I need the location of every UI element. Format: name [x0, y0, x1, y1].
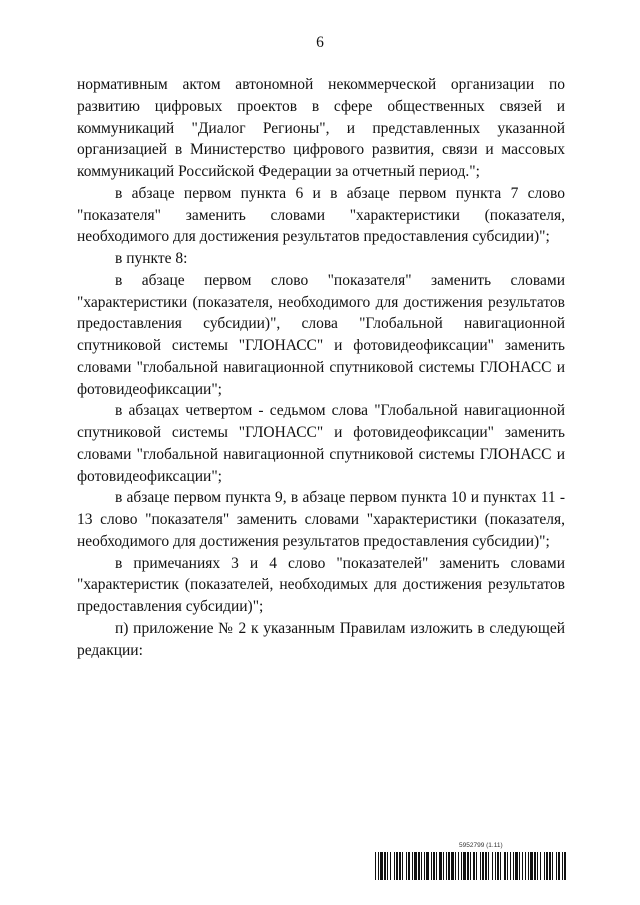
barcode-bar	[402, 852, 403, 880]
barcode-bar	[513, 852, 514, 880]
barcode-bar	[480, 852, 481, 880]
barcode-bar	[378, 852, 379, 880]
paragraph: п) приложение № 2 к указанным Правилам изложить в следующей редакции:	[77, 619, 565, 659]
barcode-bar	[461, 852, 462, 880]
barcode-bar	[436, 852, 437, 880]
paragraph: в пункте 8:	[115, 250, 188, 267]
barcode-bar	[497, 852, 499, 880]
barcode-bar	[439, 852, 442, 880]
barcode-bar	[540, 852, 541, 880]
barcode-image	[375, 852, 566, 880]
barcode-caption: 5952799 (1.11)	[459, 842, 503, 849]
barcode-bar	[380, 852, 383, 880]
barcode-bar	[418, 852, 420, 880]
barcode-bar	[451, 852, 454, 880]
paragraph: в абзацах четвертом - седьмом слова "Глобальной навигационной спутниковой системы "ГЛОНАСС" и фотовидеофиксации" заменить словами "глобальной навигационной спутниковой системы ГЛОНАСС и фотовидеофиксации";	[77, 402, 565, 485]
paragraph: в абзаце первом слово "показателя" заменить словами "характеристики (показателя, необходимого для достижения результатов предоставления субсидии)", слова "Глобальной навигационной спутниковой системы "ГЛОНАСС" и фотовидеофиксации" заменить словами "глобальной навигационной спутниковой системы ГЛОНАСС и фотовидеофиксации";	[77, 271, 565, 398]
page-number: 6	[316, 34, 324, 51]
barcode-bar	[534, 852, 536, 880]
paragraph: в примечаниях 3 и 4 слово "показателей" заменить словами "характеристик (показателей, необходимых для достижения результатов предоставления субсидии)";	[77, 554, 565, 615]
document-body	[77, 74, 565, 661]
barcode-bar	[485, 852, 487, 880]
barcode-bar	[515, 852, 518, 880]
barcode-bar	[482, 852, 484, 880]
barcode-bar	[552, 852, 553, 880]
barcode-bar	[443, 852, 444, 880]
barcode-bar	[446, 852, 447, 880]
barcode-bar	[564, 852, 566, 880]
barcode-bar	[467, 852, 469, 880]
barcode-bar	[510, 852, 511, 880]
barcode-bar	[384, 852, 386, 880]
barcode-bar	[448, 852, 450, 880]
barcode-bar	[470, 852, 471, 880]
barcode-bar	[525, 852, 526, 880]
barcode-bar	[530, 852, 533, 880]
barcode-bar	[476, 852, 477, 880]
barcode-bar	[390, 852, 391, 880]
barcode-bar	[549, 852, 551, 880]
barcode-bar	[519, 852, 520, 880]
barcode-bar	[394, 852, 395, 880]
barcode-bar	[433, 852, 435, 880]
barcode-bar	[412, 852, 413, 880]
barcode-bar	[558, 852, 560, 880]
barcode-bar	[406, 852, 407, 880]
barcode-bar	[522, 852, 523, 880]
barcode-bar	[544, 852, 545, 880]
barcode-bar	[431, 852, 432, 880]
barcode-bar	[455, 852, 456, 880]
barcode-bar	[546, 852, 548, 880]
barcode-bar	[463, 852, 466, 880]
barcode-bar	[492, 852, 493, 880]
barcode-bar	[500, 852, 501, 880]
barcode-bar	[488, 852, 489, 880]
barcode-bar	[537, 852, 538, 880]
barcode-bar	[408, 852, 410, 880]
barcode-bar	[396, 852, 398, 880]
barcode-bar	[421, 852, 422, 880]
document-barcode-block	[375, 842, 566, 882]
barcode-bar	[556, 852, 557, 880]
barcode-bar	[399, 852, 401, 880]
barcode-bar	[426, 852, 429, 880]
barcode-bar	[504, 852, 506, 880]
barcode-bar	[414, 852, 417, 880]
barcode-bar	[375, 852, 376, 880]
barcode-bar	[458, 852, 459, 880]
barcode-bar	[562, 852, 563, 880]
barcode-bar	[495, 852, 496, 880]
barcode-bar	[473, 852, 475, 880]
paragraph: нормативным актом автономной некоммерческой организации по развитию цифровых проектов в сфере общественных связей и коммуникаций "Диалог Регионы", и представленных указанной организацией в Министерство цифрового развития, связи и массовых коммуникаций Российской Федерации за отчетный период.";	[77, 76, 565, 180]
paragraph: в абзаце первом пункта 9, в абзаце первом пункта 10 и пунктах 11 - 13 слово "показателя" заменить словами "характеристики (показателя, необходимого для достижения результатов предоставления субсидии)";	[77, 489, 565, 550]
barcode-bar	[507, 852, 508, 880]
barcode-bar	[387, 852, 388, 880]
paragraph: в абзаце первом пункта 6 и в абзаце первом пункта 7 слово "показателя" заменить словами "характеристики (показателя, необходимого для достижения результатов предоставления субсидии)";	[77, 184, 565, 246]
barcode-bar	[424, 852, 425, 880]
barcode-bar	[528, 852, 529, 880]
